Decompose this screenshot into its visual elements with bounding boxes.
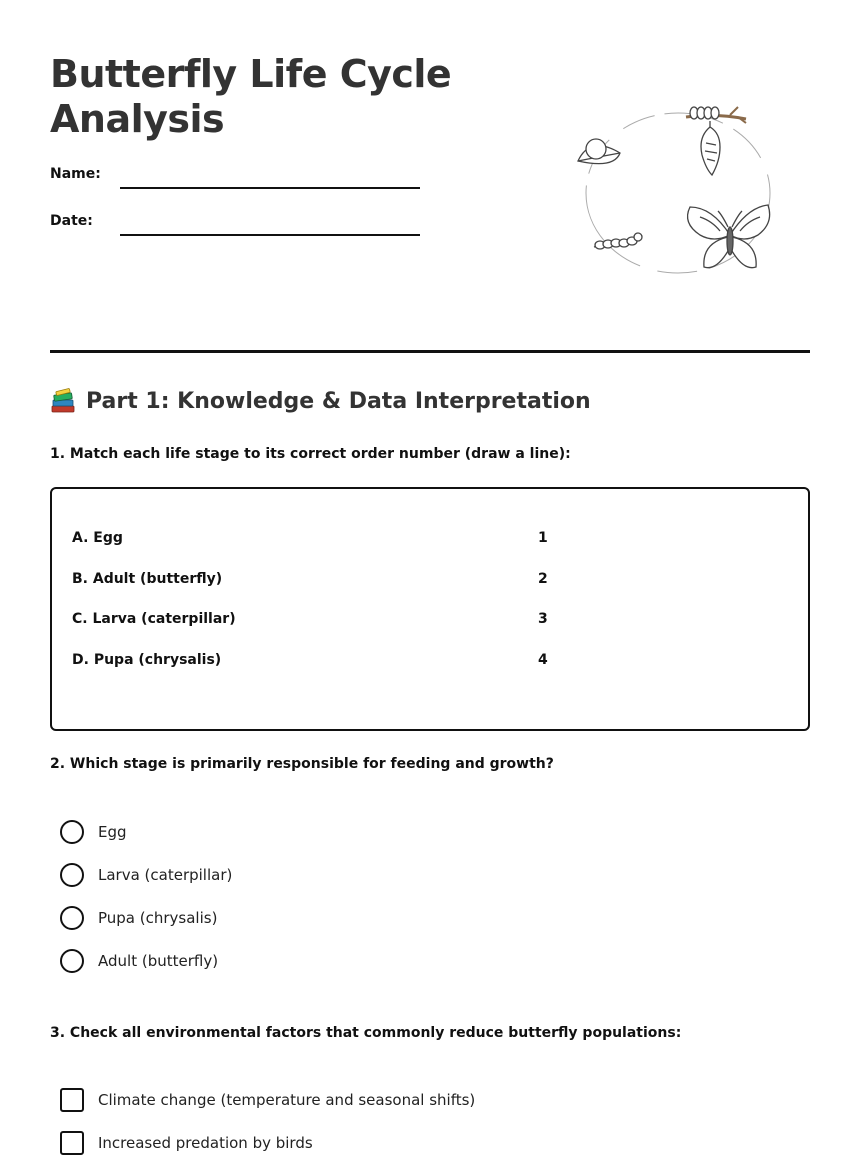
date-label: Date: [50, 213, 93, 229]
radio-button[interactable] [60, 949, 84, 973]
date-field[interactable] [120, 234, 420, 236]
match-number-1[interactable]: 1 [538, 530, 548, 546]
q2-option-label: Pupa (chrysalis) [98, 909, 218, 927]
question-3-prompt: 3. Check all environmental factors that commonly reduce butterfly populations: [50, 1025, 682, 1041]
life-cycle-illustration [570, 95, 780, 285]
books-icon [50, 388, 76, 414]
title-line-2: Analysis [50, 97, 225, 141]
section-heading-part-1 [50, 388, 591, 414]
radio-button[interactable] [60, 906, 84, 930]
egg-on-leaf-icon [578, 139, 620, 164]
caterpillar-icon [594, 233, 642, 249]
q2-option-egg[interactable] [60, 820, 127, 844]
butterfly-icon [688, 205, 770, 268]
title-line-1: Butterfly Life Cycle [50, 52, 452, 96]
name-field[interactable] [120, 187, 420, 189]
q3-option-label: Climate change (temperature and seasonal shifts) [98, 1091, 476, 1109]
radio-button[interactable] [60, 820, 84, 844]
header-divider [50, 350, 810, 353]
match-stage-d[interactable]: D. Pupa (chrysalis) [72, 652, 222, 668]
question-2-prompt: 2. Which stage is primarily responsible for feeding and growth? [50, 756, 554, 772]
q2-option-label: Adult (butterfly) [98, 952, 219, 970]
radio-button[interactable] [60, 863, 84, 887]
section-heading-text: Part 1: Knowledge & Data Interpretation [86, 388, 591, 414]
q3-option-predation[interactable] [60, 1131, 313, 1155]
q2-option-label: Larva (caterpillar) [98, 866, 233, 884]
page-title [50, 52, 470, 142]
checkbox[interactable] [60, 1088, 84, 1112]
q2-option-label: Egg [98, 823, 127, 841]
match-stage-a[interactable]: A. Egg [72, 530, 123, 546]
matching-box [50, 487, 810, 731]
q2-option-pupa[interactable] [60, 906, 217, 930]
q2-option-larva[interactable] [60, 863, 232, 887]
q2-option-adult[interactable] [60, 949, 218, 973]
name-label: Name: [50, 166, 101, 182]
q3-option-label: Increased predation by birds [98, 1134, 313, 1152]
checkbox[interactable] [60, 1131, 84, 1155]
question-1-prompt: 1. Match each life stage to its correct order number (draw a line): [50, 446, 571, 462]
match-number-2[interactable]: 2 [538, 571, 548, 587]
chrysalis-icon [686, 107, 746, 175]
match-stage-b[interactable]: B. Adult (butterfly) [72, 571, 223, 587]
q3-option-climate-change[interactable] [60, 1088, 475, 1112]
match-number-3[interactable]: 3 [538, 611, 548, 627]
match-number-4[interactable]: 4 [538, 652, 548, 668]
match-stage-c[interactable]: C. Larva (caterpillar) [72, 611, 236, 627]
